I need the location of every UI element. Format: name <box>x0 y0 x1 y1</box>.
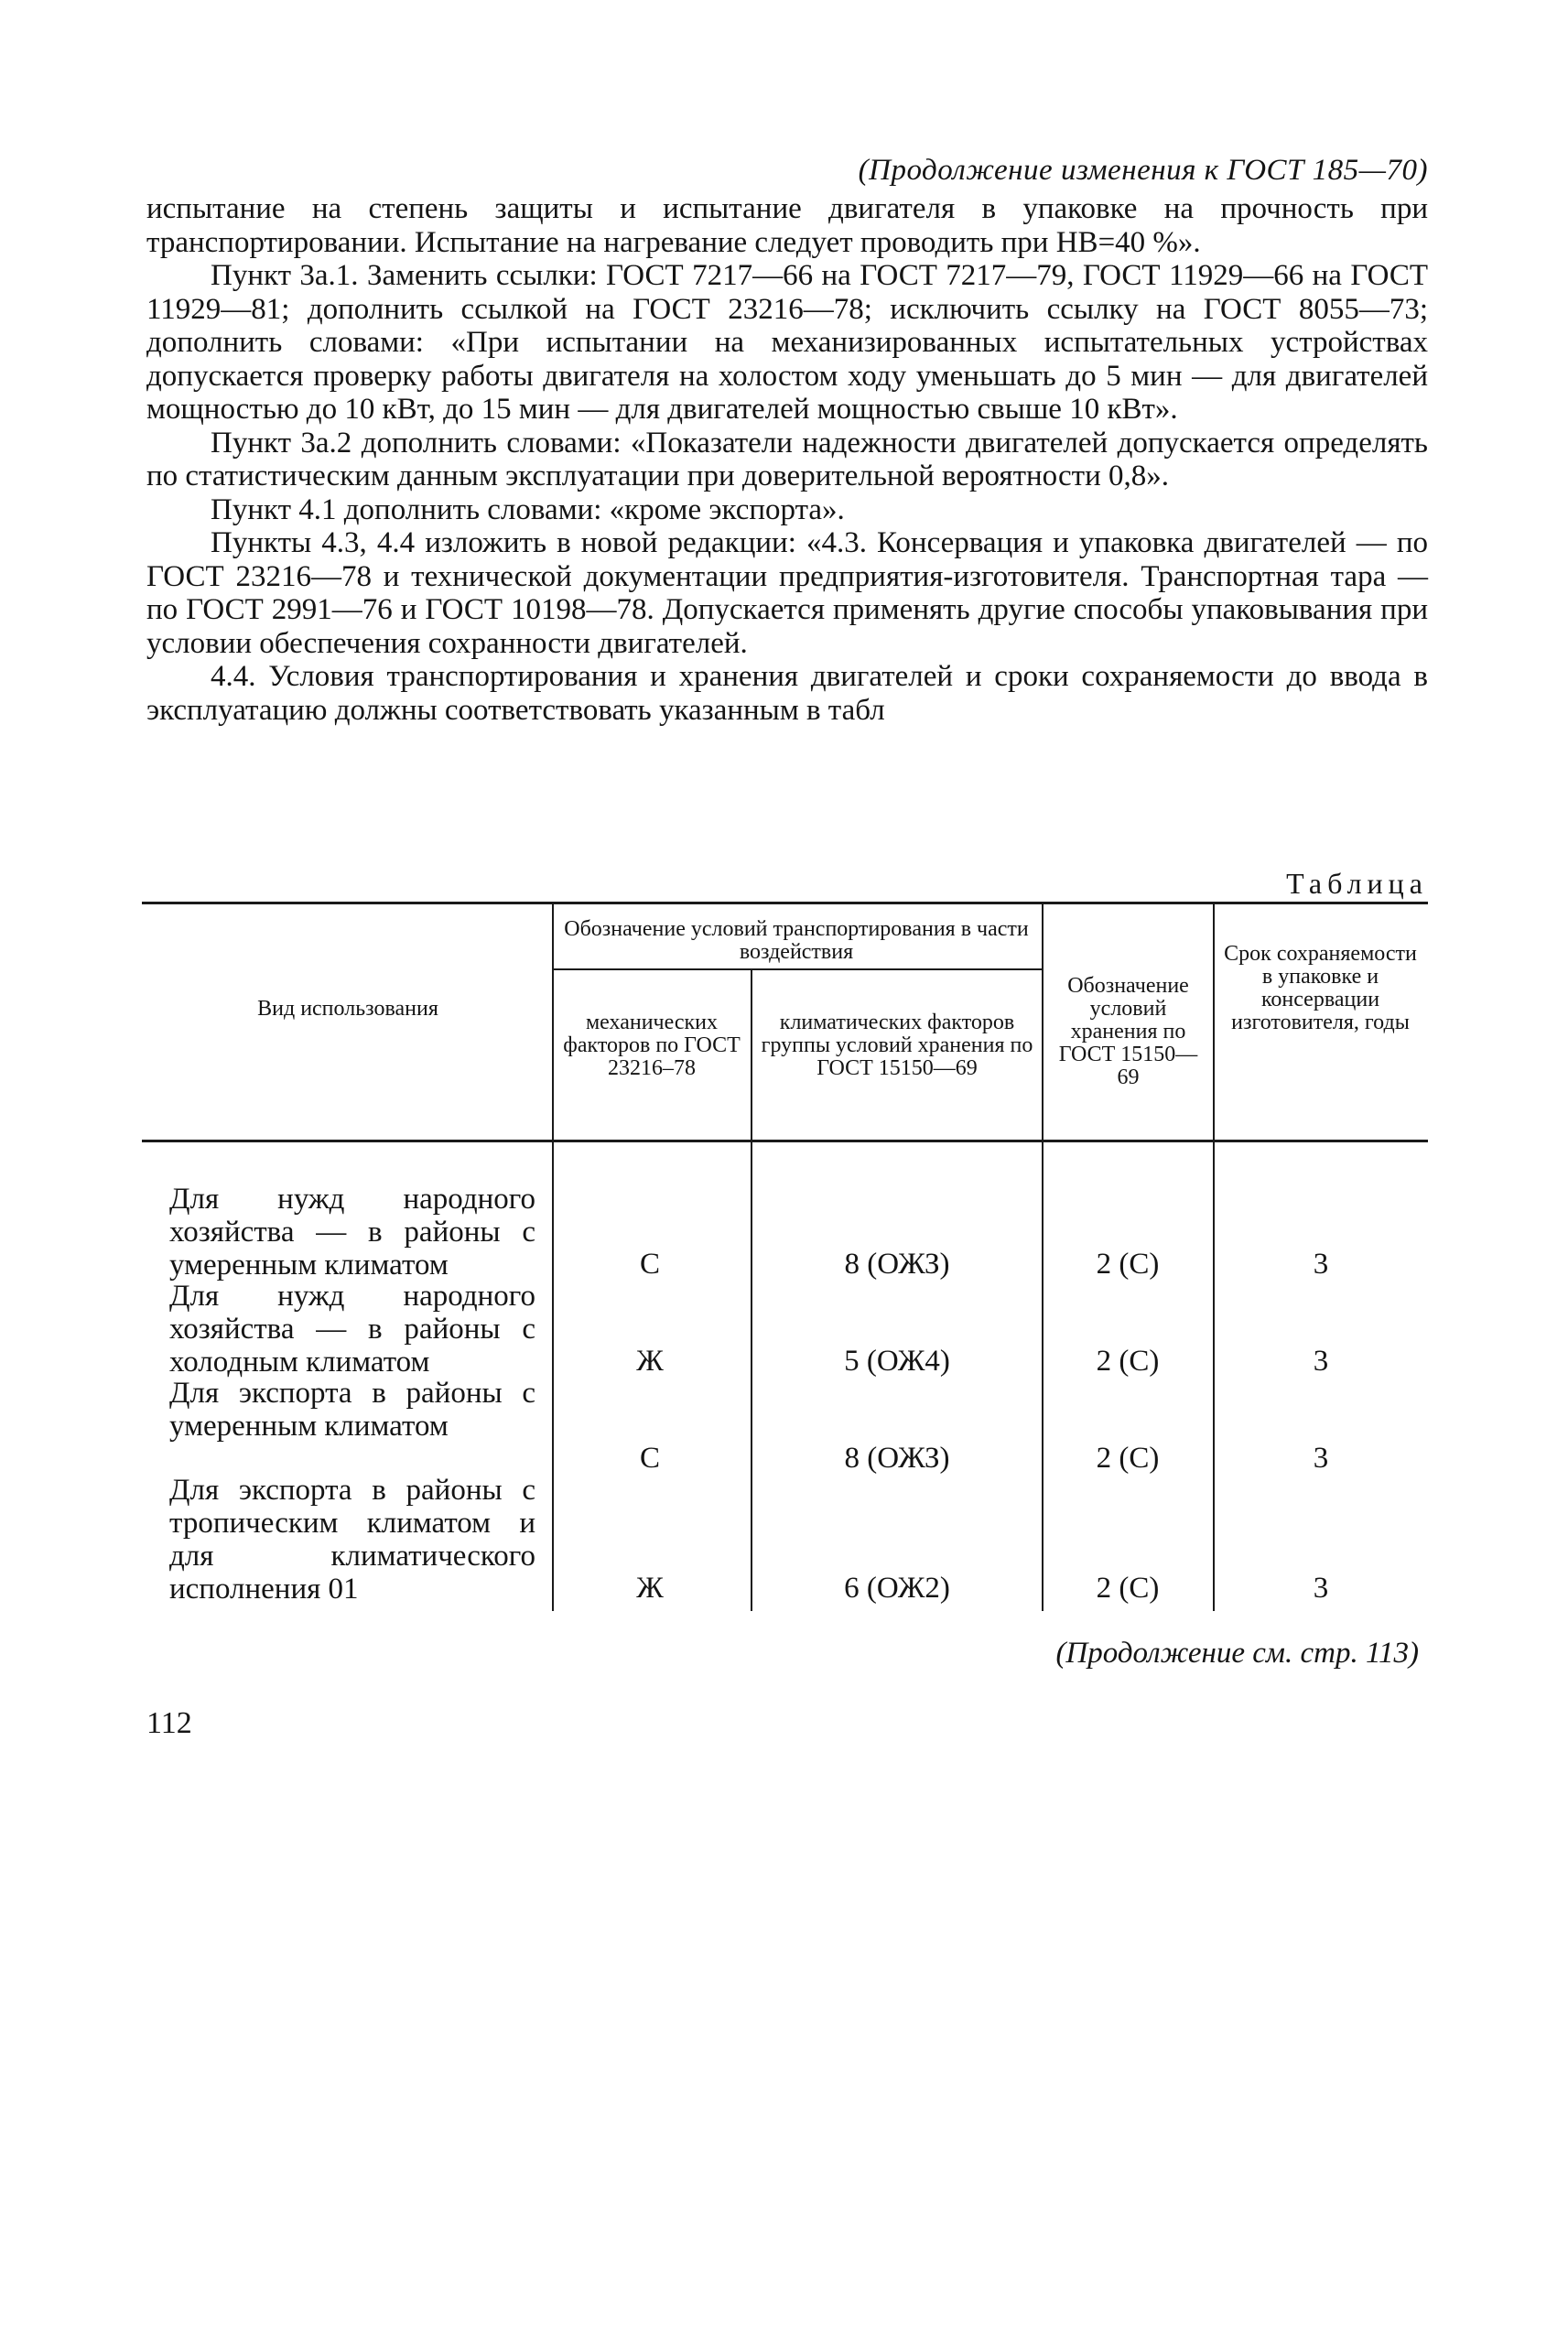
row-2-climatic: 5 (ОЖ4) <box>844 1345 950 1378</box>
paragraph-4: Пункт 4.1 дополнить словами: «кроме экспорта». <box>211 492 845 526</box>
paragraph-5: Пункты 4.3, 4.4 изложить в новой редакции: «4.3. Консервация и упаковка двигателей — по ГОСТ 23216—78 и технической документации предприятия-изготовителя. Транспортная тара — по ГОСТ 2991—76 и ГОСТ 10198—78. Допускается применять другие способы упаковывания при условии обеспечения сохранности двигателей. <box>146 526 1428 660</box>
continuation-note: (Продолжение см. стр. 113) <box>1055 1637 1419 1670</box>
header-shelf-life: Срок сохраняемости в упаковке и консервации изготовителя, годы <box>1224 942 1417 1034</box>
row-4-climatic: 6 (ОЖ2) <box>844 1572 950 1605</box>
row-1-shelf-life: 3 <box>1313 1248 1329 1281</box>
col-divider-3 <box>1042 902 1044 1611</box>
header-bottom-rule <box>142 1140 1428 1142</box>
row-3-climatic: 8 (ОЖЗ) <box>844 1442 950 1475</box>
col-divider-2 <box>751 968 752 1611</box>
row-4-shelf-life: 3 <box>1313 1572 1329 1605</box>
table-caption: Таблица <box>1286 867 1428 900</box>
row-3-shelf-life: 3 <box>1313 1442 1329 1475</box>
table-top-rule <box>142 902 1428 904</box>
row-3-mechanical: С <box>639 1442 660 1475</box>
subheader-rule <box>552 968 1042 970</box>
conditions-table <box>142 902 1428 1616</box>
header-mechanical: механических факторов по ГОСТ 23216–78 <box>563 1011 741 1080</box>
row-2-storage: 2 (С) <box>1096 1345 1160 1378</box>
header-storage: Обозначение условий хранения по ГОСТ 15150—69 <box>1058 974 1198 1089</box>
body-text <box>146 192 1428 727</box>
header-transport-group: Обозначение условий транспортирования в части воздействия <box>564 917 1029 964</box>
row-4-storage: 2 (С) <box>1096 1572 1160 1605</box>
row-2-use: Для нужд народного хозяйства — в районы с холодным климатом <box>169 1280 535 1379</box>
page-number: 112 <box>146 1706 192 1740</box>
paragraph-2: Пункт 3а.1. Заменить ссылки: ГОСТ 7217—66 на ГОСТ 7217—79, ГОСТ 11929—66 на ГОСТ 11929—81; дополнить ссылкой на ГОСТ 23216—78; исключить ссылку на ГОСТ 8055—73; дополнить словами: «При испытании на механизированных испытательных устройствах допускается проверку работы двигателя на холостом ходу уменьшать до 5 мин — для двигателей мощностью до 10 кВт, до 15 мин — для двигателей мощностью свыше 10 кВт». <box>146 259 1428 426</box>
row-4-mechanical: Ж <box>636 1572 664 1605</box>
col-divider-4 <box>1213 902 1215 1611</box>
row-1-storage: 2 (С) <box>1096 1248 1160 1281</box>
row-1-mechanical: С <box>639 1248 660 1281</box>
row-1-climatic: 8 (ОЖЗ) <box>844 1248 950 1281</box>
paragraph-3: Пункт 3а.2 дополнить словами: «Показатели надежности двигателей допускается определять по статистическим данным эксплуатации при доверительной вероятности 0,8». <box>146 426 1428 492</box>
row-3-storage: 2 (С) <box>1096 1442 1160 1475</box>
row-2-mechanical: Ж <box>636 1345 664 1378</box>
paragraph-1: испытание на степень защиты и испытание двигателя в упаковке на прочность при транспортировании. Испытание на нагревание следует проводить при НВ=40 %». <box>146 192 1428 259</box>
paragraph-6: 4.4. Условия транспортирования и хранения двигателей и сроки сохраняемости до ввода в эксплуатацию должны соответствовать указанным в табл <box>146 660 1428 727</box>
row-4-use: Для экспорта в районы с тропическим климатом и для климатического исполнения 01 <box>169 1474 535 1606</box>
col-divider-1 <box>552 902 554 1611</box>
header-climatic: климатических факторов группы условий хранения по ГОСТ 15150—69 <box>761 1011 1033 1080</box>
row-3-use: Для экспорта в районы с умеренным климатом <box>169 1377 535 1443</box>
row-1-use: Для нужд народного хозяйства — в районы с умеренным климатом <box>169 1183 535 1281</box>
header-use-type: Вид использования <box>257 997 438 1021</box>
running-header: (Продолжение изменения к ГОСТ 185—70) <box>858 154 1428 187</box>
row-2-shelf-life: 3 <box>1313 1345 1329 1378</box>
